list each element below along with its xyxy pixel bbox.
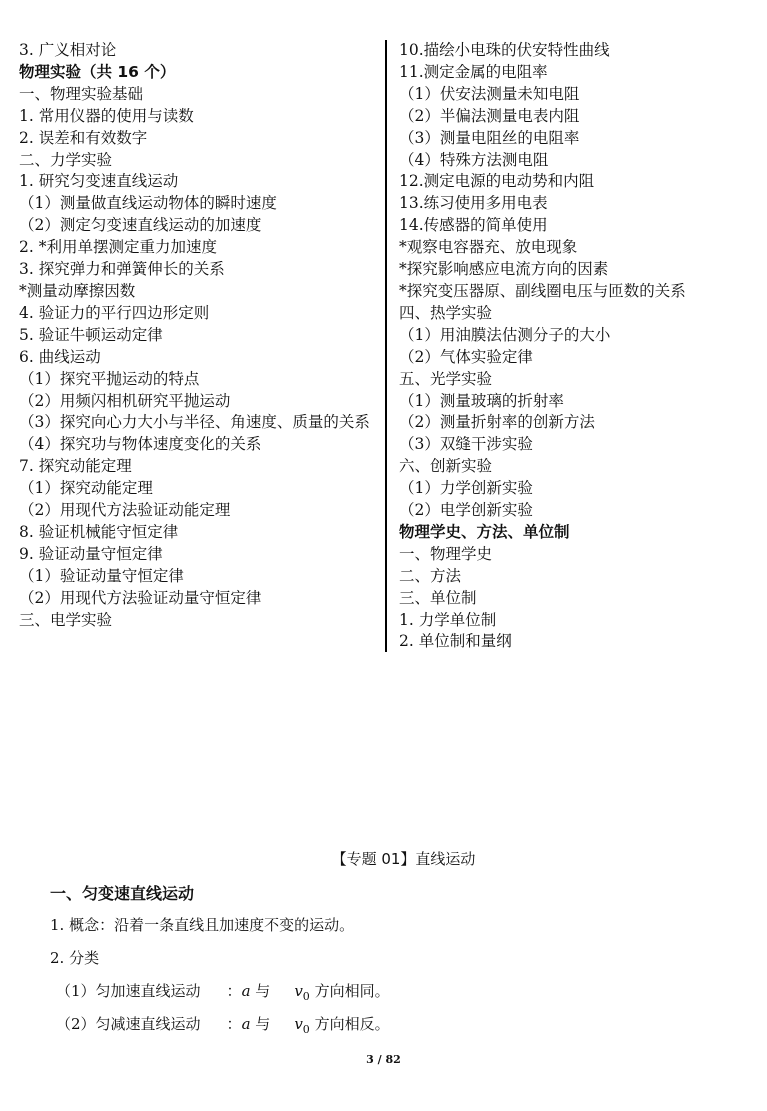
toc-entry: 1. 常用仪器的使用与读数 bbox=[19, 106, 194, 125]
column-divider bbox=[385, 40, 387, 652]
toc-entry: 2. 单位制和量纲 bbox=[399, 632, 512, 651]
toc-entry: （1）测量玻璃的折射率 bbox=[399, 391, 564, 410]
toc-entry: （2）电学创新实验 bbox=[399, 501, 533, 520]
toc-entry: （1）用油膜法估测分子的大小 bbox=[399, 325, 611, 344]
velocity-symbol: v bbox=[294, 982, 303, 1000]
section-heading: 一、匀变速直线运动 bbox=[50, 884, 195, 903]
toc-entry: （2）气体实验定律 bbox=[399, 347, 533, 366]
toc-entry: （1）探究动能定理 bbox=[19, 479, 153, 498]
classification-item-1 bbox=[56, 980, 390, 1003]
velocity-symbol: v bbox=[294, 1015, 303, 1033]
item-with: 与 bbox=[255, 1015, 271, 1033]
toc-entry: （1）测量做直线运动物体的瞬时速度 bbox=[19, 194, 277, 213]
toc-entry: 3. 探究弹力和弹簧伸长的关系 bbox=[19, 260, 225, 279]
toc-entry: 1. 研究匀变速直线运动 bbox=[19, 172, 179, 191]
section-title: 【专题 01】直线运动 bbox=[331, 850, 476, 868]
toc-entry: 3. 广义相对论 bbox=[19, 41, 117, 59]
toc-entry: （1）探究平抛运动的特点 bbox=[19, 369, 200, 388]
toc-right-column bbox=[399, 40, 739, 653]
toc-entry: （3）测量电阻丝的电阻率 bbox=[399, 128, 580, 147]
toc-entry: 二、方法 bbox=[399, 566, 462, 585]
toc-entry: （2）测定匀变速直线运动的加速度 bbox=[19, 216, 262, 235]
toc-section-heading: 物理学史、方法、单位制 bbox=[399, 522, 570, 541]
toc-entry: （2）测量折射率的创新方法 bbox=[399, 413, 595, 432]
item-colon: ： bbox=[226, 1015, 242, 1033]
toc-entry: 5. 验证牛顿运动定律 bbox=[19, 325, 163, 344]
toc-entry: 一、物理实验基础 bbox=[19, 84, 144, 103]
toc-entry: （2）用频闪相机研究平抛运动 bbox=[19, 391, 231, 410]
item-label: （2）匀减速直线运动 bbox=[56, 1015, 201, 1033]
toc-entry: 1. 力学单位制 bbox=[399, 610, 497, 629]
toc-entry: （3）探究向心力大小与半径、角速度、质量的关系 bbox=[19, 413, 370, 432]
toc-entry: 六、创新实验 bbox=[399, 457, 493, 476]
toc-entry: 五、光学实验 bbox=[399, 369, 493, 388]
toc-entry: （1）力学创新实验 bbox=[399, 479, 533, 498]
toc-entry: 13.练习使用多用电表 bbox=[399, 194, 548, 213]
toc-entry: 7. 探究动能定理 bbox=[19, 457, 132, 476]
toc-entry: 四、热学实验 bbox=[399, 303, 493, 322]
toc-entry: 11.测定金属的电阻率 bbox=[399, 62, 548, 81]
toc-entry: 4. 验证力的平行四边形定则 bbox=[19, 303, 210, 322]
classification-line: 2. 分类 bbox=[50, 949, 100, 967]
toc-entry: （4）特殊方法测电阻 bbox=[399, 150, 549, 169]
toc-entry: 三、电学实验 bbox=[19, 610, 113, 629]
toc-entry: *测量动摩擦因数 bbox=[19, 281, 136, 300]
toc-entry: 一、物理学史 bbox=[399, 544, 493, 563]
toc-entry: 2. *利用单摆测定重力加速度 bbox=[19, 238, 217, 257]
item-relation: 方向相同。 bbox=[314, 982, 390, 1000]
toc-entry: （2）半偏法测量电表内阻 bbox=[399, 106, 580, 125]
item-label: （1）匀加速直线运动 bbox=[56, 982, 201, 1000]
toc-entry: 9. 验证动量守恒定律 bbox=[19, 544, 163, 563]
toc-entry: 8. 验证机械能守恒定律 bbox=[19, 522, 179, 541]
classification-item-2 bbox=[56, 1013, 390, 1036]
toc-section-heading: 物理实验（共 16 个） bbox=[19, 62, 176, 81]
toc-entry: （1）伏安法测量未知电阻 bbox=[399, 84, 580, 103]
toc-entry: 三、单位制 bbox=[399, 588, 477, 607]
toc-entry: *观察电容器充、放电现象 bbox=[399, 238, 578, 257]
concept-line: 1. 概念：沿着一条直线且加速度不变的运动。 bbox=[50, 916, 355, 934]
item-colon: ： bbox=[226, 982, 242, 1000]
toc-entry: 二、力学实验 bbox=[19, 150, 113, 169]
velocity-subscript: 0 bbox=[302, 1023, 310, 1036]
toc-entry: （3）双缝干涉实验 bbox=[399, 435, 533, 454]
toc-entry: （4）探究功与物体速度变化的关系 bbox=[19, 435, 262, 454]
toc-entry: 6. 曲线运动 bbox=[19, 347, 101, 366]
toc-entry: *探究变压器原、副线圈电压与匝数的关系 bbox=[399, 281, 686, 300]
toc-entry: *探究影响感应电流方向的因素 bbox=[399, 260, 609, 279]
toc-entry: 2. 误差和有效数字 bbox=[19, 128, 148, 147]
toc-entry: （2）用现代方法验证动量守恒定律 bbox=[19, 588, 262, 607]
acceleration-symbol: a bbox=[241, 1015, 251, 1033]
item-relation: 方向相反。 bbox=[314, 1015, 390, 1033]
toc-entry: 12.测定电源的电动势和内阻 bbox=[399, 172, 595, 191]
toc-entry: （2）用现代方法验证动能定理 bbox=[19, 501, 231, 520]
toc-entry: 10.描绘小电珠的伏安特性曲线 bbox=[399, 41, 610, 59]
acceleration-symbol: a bbox=[241, 982, 251, 1000]
item-with: 与 bbox=[255, 982, 271, 1000]
toc-entry: 14.传感器的简单使用 bbox=[399, 216, 548, 235]
page-number: 3 / 82 bbox=[366, 1053, 401, 1066]
toc-entry: （1）验证动量守恒定律 bbox=[19, 566, 184, 585]
velocity-subscript: 0 bbox=[302, 990, 310, 1003]
toc-left-column bbox=[19, 40, 375, 631]
